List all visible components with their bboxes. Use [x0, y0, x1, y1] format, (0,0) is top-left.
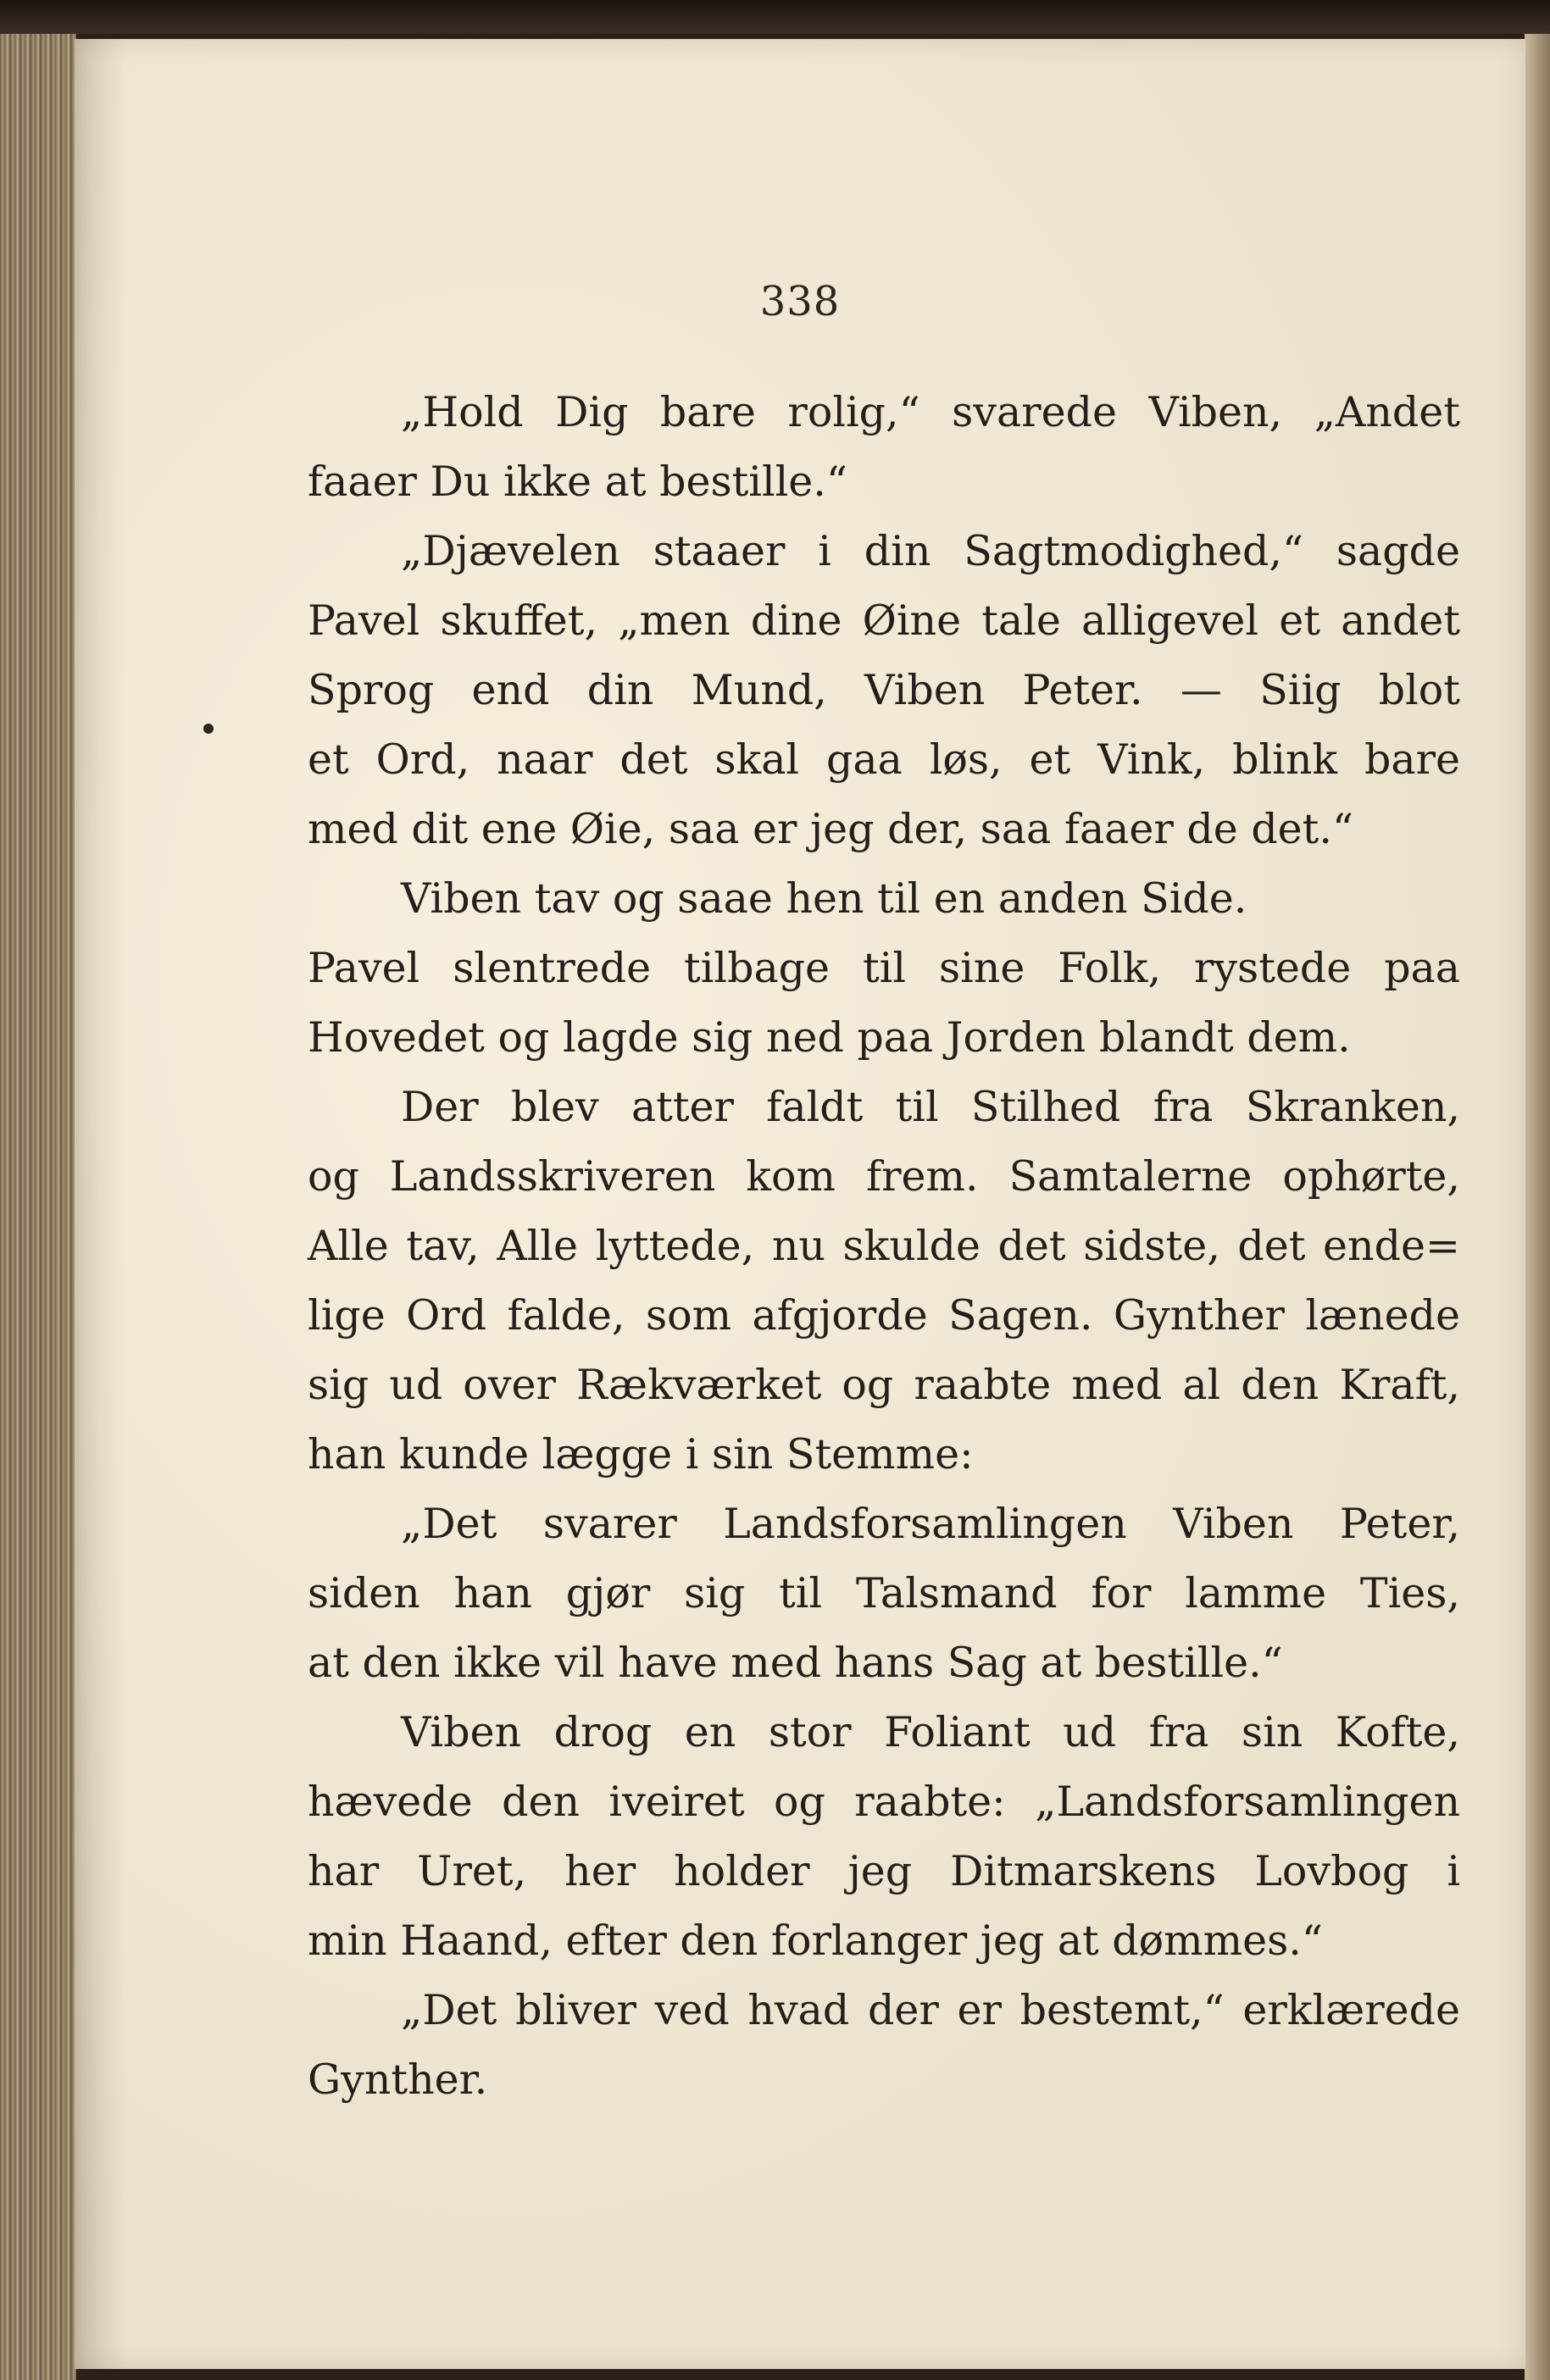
text-line: Hovedet og lagde sig ned paa Jorden blandt dem.	[308, 1013, 1351, 1062]
page-number: 338	[759, 278, 841, 325]
text-line: sig ud over Rækværket og raabte med al den Kraft,	[308, 1361, 1460, 1409]
text-line: Pavel slentrede tilbage til sine Folk, rystede paa	[308, 944, 1460, 992]
text-line: har Uret, her holder jeg Ditmarskens Lovbog i	[308, 1847, 1460, 1895]
text-line: „Det svarer Landsforsamlingen Viben Peter,	[401, 1500, 1460, 1548]
text-line: „Det bliver ved hvad der er bestemt,“ erklærede	[401, 1986, 1460, 2034]
text-line: faaer Du ikke at bestille.“	[308, 458, 847, 506]
text-line: siden han gjør sig til Talsmand for lamme Ties,	[308, 1569, 1460, 1617]
text-line: han kunde lægge i sin Stemme:	[308, 1430, 974, 1478]
text-line: og Landsskriveren kom frem. Samtalerne ophørte,	[308, 1152, 1460, 1201]
body-text	[308, 378, 1460, 2115]
page-right-edge	[1525, 34, 1550, 2380]
text-line: Viben tav og saae hen til en anden Side.	[401, 874, 1247, 923]
text-line: „Djævelen staaer i din Sagtmodighed,“ sagde	[401, 527, 1460, 575]
book-page	[75, 39, 1525, 2369]
text-line: et Ord, naar det skal gaa løs, et Vink, blink bare	[308, 735, 1460, 784]
text-line: Sprog end din Mund, Viben Peter. — Siig blot	[308, 666, 1460, 714]
text-line: hævede den iveiret og raabte: „Landsforsamlingen	[308, 1778, 1460, 1826]
text-line: min Haand, efter den forlanger jeg at dømmes.“	[308, 1917, 1323, 1965]
ink-dot	[203, 724, 214, 734]
text-line: „Hold Dig bare rolig,“ svarede Viben, „Andet	[401, 388, 1460, 436]
text-line: med dit ene Øie, saa er jeg der, saa faaer de det.“	[308, 805, 1353, 853]
text-line: Gynther.	[308, 2055, 488, 2104]
book-spine-top	[0, 0, 1550, 34]
page-stack-edge	[0, 34, 76, 2380]
text-line: Der blev atter faldt til Stilhed fra Skranken,	[401, 1083, 1460, 1131]
text-line: Viben drog en stor Foliant ud fra sin Kofte,	[401, 1708, 1460, 1756]
text-line: Alle tav, Alle lyttede, nu skulde det sidste, det ende=	[308, 1222, 1460, 1270]
text-line: at den ikke vil have med hans Sag at bestille.“	[308, 1639, 1283, 1687]
text-line: Pavel skuffet, „men dine Øine tale alligevel et andet	[308, 596, 1460, 645]
text-line: lige Ord falde, som afgjorde Sagen. Gynther lænede	[308, 1291, 1460, 1340]
